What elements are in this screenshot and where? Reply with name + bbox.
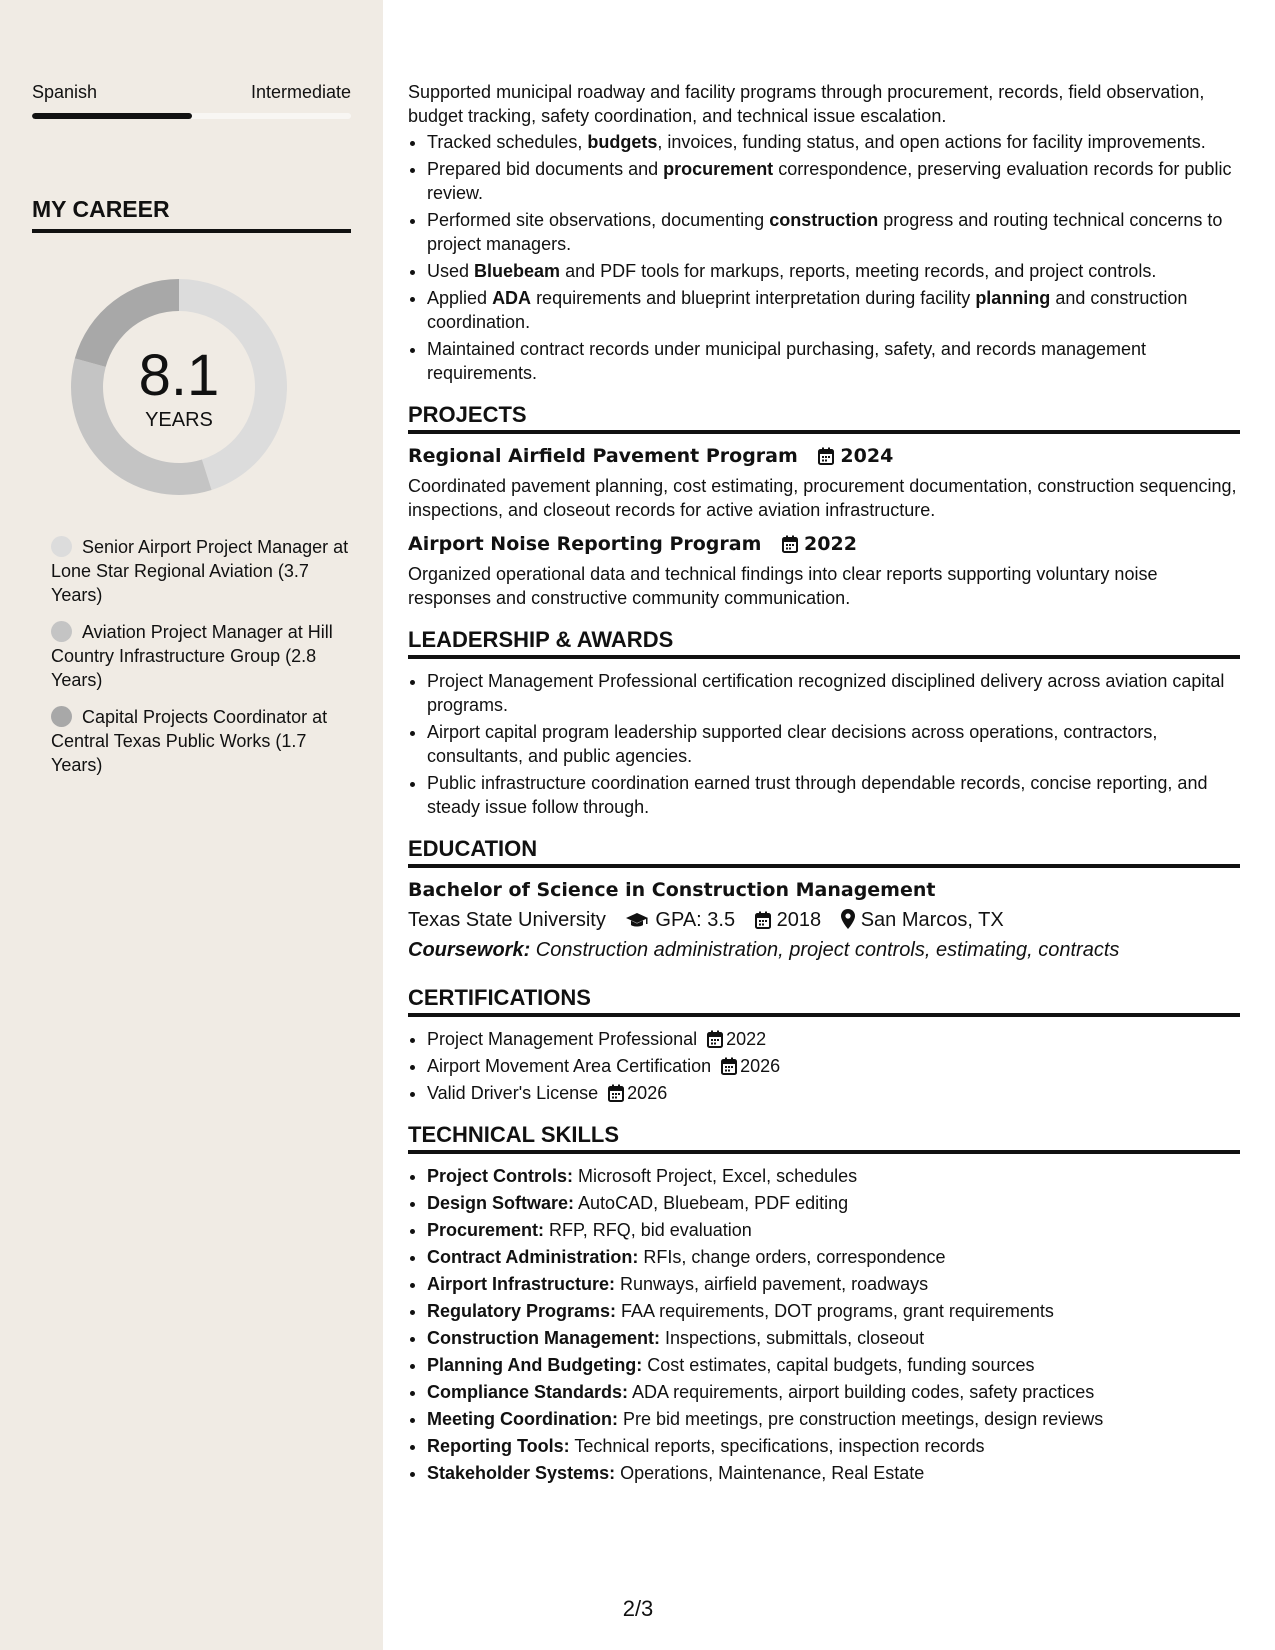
skill-value: Microsoft Project, Excel, schedules	[573, 1166, 858, 1186]
degree-title: Bachelor of Science in Construction Management	[408, 879, 936, 901]
skill-label: Project Controls:	[427, 1166, 574, 1186]
school-location: San Marcos, TX	[860, 909, 1004, 931]
skill-value: Cost estimates, capital budgets, funding sources	[642, 1355, 1035, 1375]
certifications-list	[408, 1027, 1240, 1105]
graduation-cap-icon	[625, 911, 649, 929]
graduation-year: 2018	[776, 909, 822, 931]
total-years-label: YEARS	[145, 409, 213, 431]
gpa: GPA: 3.5	[655, 909, 736, 931]
skill-value: FAA requirements, DOT programs, grant requirements	[616, 1301, 1054, 1321]
bullet-text: Prepared bid documents and	[427, 159, 664, 179]
skill-label: Compliance Standards:	[427, 1382, 629, 1402]
skill-item	[427, 1299, 1240, 1323]
skill-label: Reporting Tools:	[427, 1436, 570, 1456]
calendar-icon	[818, 447, 834, 465]
skill-item	[427, 1407, 1240, 1431]
bullet-text: Tracked schedules,	[427, 132, 588, 152]
skill-value: Pre bid meetings, pre construction meetings, design reviews	[617, 1409, 1104, 1429]
career-item-text: Capital Projects Coordinator at Central Texas Public Works (1.7 Years)	[51, 707, 328, 775]
experience-summary: Supported municipal roadway and facility programs through procurement, records, field observation, budget tracking, safety coordination, and technical issue escalation.	[408, 82, 1205, 126]
language-proficiency-fill	[32, 113, 192, 119]
skill-label: Contract Administration:	[427, 1247, 639, 1267]
school-name: Texas State University	[408, 909, 606, 931]
bullet-keyword: budgets	[587, 132, 658, 152]
education-section-title: EDUCATION	[408, 837, 1240, 868]
skills-section-title: TECHNICAL SKILLS	[408, 1123, 1240, 1154]
skill-label: Meeting Coordination:	[427, 1409, 618, 1429]
bullet-keyword: construction	[769, 210, 879, 230]
skill-value: ADA requirements, airport building codes, safety practices	[628, 1382, 1095, 1402]
skill-label: Procurement:	[427, 1220, 545, 1240]
experience-bullet	[427, 208, 1240, 256]
career-item	[51, 620, 351, 692]
skill-item	[427, 1353, 1240, 1377]
experience-bullet	[427, 259, 1240, 283]
certification-name: Project Management Professional	[427, 1029, 698, 1049]
bullet-text: requirements and blueprint interpretation during facility	[531, 288, 976, 308]
bullet-keyword: ADA	[492, 288, 532, 308]
project-heading	[408, 532, 1240, 556]
calendar-icon	[608, 1084, 624, 1102]
skill-item	[427, 1461, 1240, 1485]
bullet-text: progress and routing technical concerns to project managers.	[427, 210, 1223, 254]
skill-item	[427, 1272, 1240, 1296]
location-pin-icon	[841, 909, 855, 929]
bullet-keyword: planning	[975, 288, 1051, 308]
skill-value: Inspections, submittals, closeout	[660, 1328, 925, 1348]
language-proficiency-bar	[32, 113, 351, 119]
bullet-text: Used	[427, 261, 475, 281]
language-name: Spanish	[32, 82, 98, 102]
bullet-text: Performed site observations, documenting	[427, 210, 770, 230]
sidebar	[0, 0, 383, 1650]
skill-value: AutoCAD, Bluebeam, PDF editing	[574, 1193, 849, 1213]
coursework-text: Construction administration, project controls, estimating, contracts	[530, 939, 1120, 961]
project-year: 2022	[804, 533, 857, 555]
certification-name: Valid Driver's License	[427, 1083, 599, 1103]
calendar-icon	[782, 535, 798, 553]
skill-item	[427, 1164, 1240, 1188]
skill-label: Stakeholder Systems:	[427, 1463, 616, 1483]
bullet-text: , invoices, funding status, and open actions for facility improvements.	[657, 132, 1206, 152]
coursework	[408, 938, 1240, 962]
skill-label: Design Software:	[427, 1193, 575, 1213]
skill-label: Regulatory Programs:	[427, 1301, 617, 1321]
leadership-list	[408, 669, 1240, 819]
calendar-icon	[707, 1030, 723, 1048]
skill-item	[427, 1434, 1240, 1458]
project-description: Coordinated pavement planning, cost estimating, procurement documentation, construction sequencing, inspections, and closeout records for active aviation infrastructure.	[408, 476, 1237, 520]
bullet-text: and construction coordination.	[427, 288, 1188, 332]
calendar-icon	[721, 1057, 737, 1075]
bullet-text: Maintained contract records under municipal purchasing, safety, and records management requirements.	[427, 339, 1147, 383]
project-name: Airport Noise Reporting Program	[408, 533, 762, 555]
calendar-icon	[755, 911, 771, 929]
main-content	[408, 80, 1240, 1488]
career-item	[51, 535, 351, 607]
certification-name: Airport Movement Area Certification	[427, 1056, 712, 1076]
bullet-keyword: Bluebeam	[474, 261, 561, 281]
certifications-section-title: CERTIFICATIONS	[408, 986, 1240, 1017]
project-description: Organized operational data and technical findings into clear reports supporting voluntary noise responses and constructive community communication.	[408, 564, 1158, 608]
coursework-label: Coursework:	[408, 939, 531, 961]
bullet-text: Applied	[427, 288, 493, 308]
projects-section-title: PROJECTS	[408, 403, 1240, 434]
leadership-section-title: LEADERSHIP & AWARDS	[408, 628, 1240, 659]
legend-dot-icon	[51, 621, 72, 642]
skill-item	[427, 1380, 1240, 1404]
skill-label: Planning And Budgeting:	[427, 1355, 643, 1375]
education-meta	[408, 908, 1240, 932]
skills-list	[408, 1164, 1240, 1485]
career-list	[51, 535, 351, 790]
certification-year: 2026	[627, 1083, 668, 1103]
legend-dot-icon	[51, 706, 72, 727]
experience-bullet	[427, 337, 1240, 385]
leadership-item: • Project Management Professional certification recognized disciplined delivery across aviation capital programs.	[427, 669, 1240, 717]
experience-bullet	[427, 130, 1240, 154]
experience-bullet	[427, 286, 1240, 334]
project-heading	[408, 444, 1240, 468]
bullet-text: correspondence, preserving evaluation records for public review.	[427, 159, 1232, 203]
skill-value: RFIs, change orders, correspondence	[638, 1247, 946, 1267]
leadership-item: • Airport capital program leadership supported clear decisions across operations, contractors, consultants, and public agencies.	[427, 720, 1240, 768]
bullet-text: and PDF tools for markups, reports, meeting records, and project controls.	[560, 261, 1157, 281]
certification-year: 2026	[740, 1056, 781, 1076]
skill-value: Runways, airfield pavement, roadways	[615, 1274, 929, 1294]
language-row	[32, 82, 351, 103]
career-item	[51, 705, 351, 777]
skill-item	[427, 1326, 1240, 1350]
career-item-text: Aviation Project Manager at Hill Country Infrastructure Group (2.8 Years)	[51, 622, 333, 690]
legend-dot-icon	[51, 536, 72, 557]
experience-bullets	[408, 130, 1240, 385]
experience-bullet	[427, 157, 1240, 205]
skill-value: RFP, RFQ, bid evaluation	[544, 1220, 752, 1240]
bullet-keyword: procurement	[663, 159, 774, 179]
career-item-text: Senior Airport Project Manager at Lone Star Regional Aviation (3.7 Years)	[51, 537, 349, 605]
certification-item	[427, 1081, 1240, 1105]
certification-item	[427, 1027, 1240, 1051]
skill-value: Technical reports, specifications, inspection records	[569, 1436, 985, 1456]
skill-item	[427, 1191, 1240, 1215]
leadership-item: • Public infrastructure coordination earned trust through dependable records, concise reporting, and steady issue follow through.	[427, 771, 1240, 819]
certification-item	[427, 1054, 1240, 1078]
project-year: 2024	[840, 445, 894, 467]
certification-year: 2022	[726, 1029, 767, 1049]
skill-item	[427, 1245, 1240, 1269]
page-number: 2/3	[622, 1596, 654, 1621]
skill-value: Operations, Maintenance, Real Estate	[615, 1463, 925, 1483]
language-level: Intermediate	[250, 82, 351, 102]
career-section-title: MY CAREER	[32, 196, 351, 233]
skill-label: Airport Infrastructure:	[427, 1274, 616, 1294]
project-name: Regional Airfield Pavement Program	[408, 445, 798, 467]
total-years-value: 8.1	[138, 343, 220, 408]
skill-item	[427, 1218, 1240, 1242]
skill-label: Construction Management:	[427, 1328, 661, 1348]
